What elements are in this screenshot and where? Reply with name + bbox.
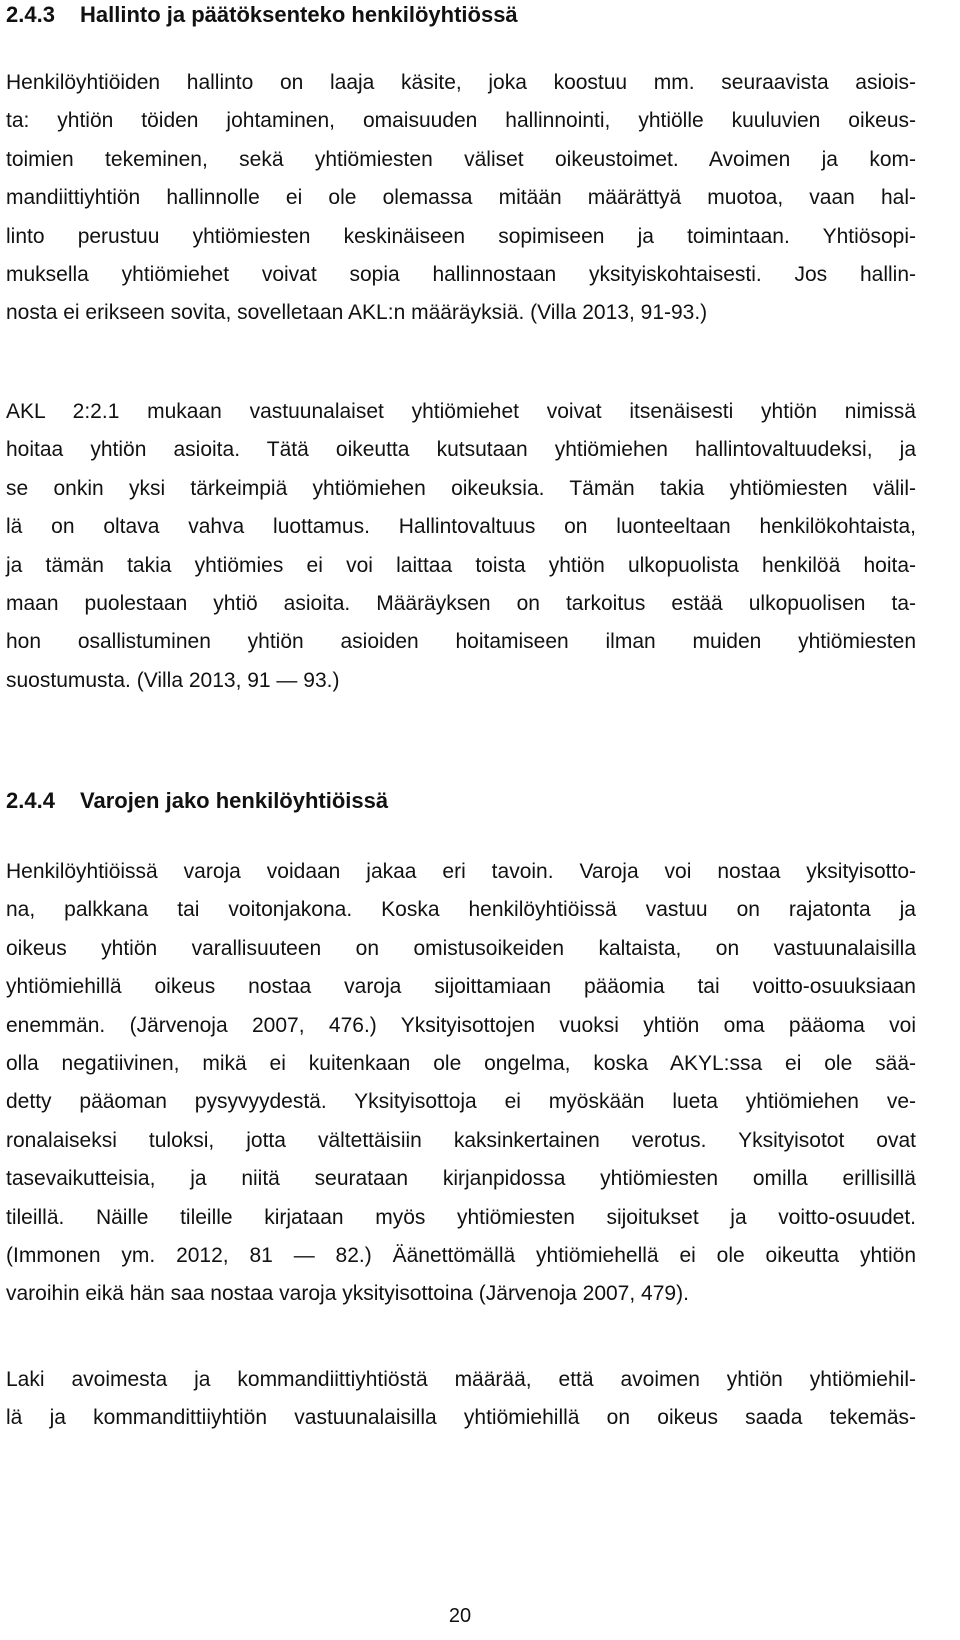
paragraph-akl-hallintovaltuus [6,393,916,700]
text-line: detty pääoman pysyvyydestä. Yksityisottoja ei myöskään lueta yhtiömiehen ve- [6,1090,916,1114]
text-line: enemmän. (Järvenoja 2007, 476.) Yksityisottojen vuoksi yhtiön oma pääoma voi [6,1013,916,1037]
text-line: hoitaa yhtiön asioita. Tätä oikeutta kutsutaan yhtiömiehen hallintovaltuudeksi, ja [6,438,916,462]
paragraph-laki-avoimesta [6,1361,916,1438]
text-line: lä on oltava vahva luottamus. Hallintovaltuus on luonteeltaan henkilökohtaista, [6,515,916,539]
text-line: ta: yhtiön töiden johtaminen, omaisuuden hallinnointi, yhtiölle kuuluvien oikeus- [6,109,916,133]
text-line: nosta ei erikseen sovita, sovelletaan AKL:n määräyksiä. (Villa 2013, 91-93.) [6,301,708,325]
section-title: Varojen jako henkilöyhtiöissä [80,788,389,813]
page-number: 20 [448,1605,472,1627]
paragraph-varojen-jako [6,853,916,1314]
text-line: Laki avoimesta ja kommandiittiyhtiöstä määrää, että avoimen yhtiön yhtiömiehil- [6,1368,916,1391]
section-title: Hallinto ja päätöksenteko henkilöyhtiössä [80,2,518,27]
text-line: tasevaikutteisia, ja niitä seurataan kirjanpidossa yhtiömiesten omilla erillisillä [6,1167,916,1191]
text-line: hon osallistuminen yhtiön asioiden hoitamiseen ilman muiden yhtiömiesten [6,630,916,654]
text-line: oikeus yhtiön varallisuuteen on omistusoikeiden kaltaista, on vastuunalaisilla [6,936,916,960]
text-line: mandiittiyhtiön hallinnolle ei ole olemassa mitään määrättyä muotoa, vaan hal- [6,186,916,210]
text-line: lä ja kommandittiiyhtiön vastuunalaisilla yhtiömiehillä on oikeus saada tekemäs- [6,1406,916,1430]
text-line: suostumusta. (Villa 2013, 91 ― 93.) [6,668,340,692]
text-line: tileillä. Näille tileille kirjataan myös yhtiömiesten sijoitukset ja voitto-osuudet. [6,1205,916,1229]
section-number: 2.4.3 [6,2,55,27]
paragraph-hallinto-intro [6,64,916,333]
text-line: yhtiömiehillä oikeus nostaa varoja sijoittamiaan pääomia tai voitto-osuuksiaan [6,975,916,999]
text-line: ja tämän takia yhtiömies ei voi laittaa toista yhtiön ulkopuolista henkilöä hoita- [6,553,916,577]
text-line: olla negatiivinen, mikä ei kuitenkaan ole ongelma, koska AKYL:ssa ei ole sää- [6,1051,916,1075]
section-heading-2-4-3 [6,0,518,30]
text-line: maan puolestaan yhtiö asioita. Määräyksen on tarkoitus estää ulkopuolisen ta- [6,591,916,615]
section-number: 2.4.4 [6,788,55,813]
text-line: toimien tekeminen, sekä yhtiömiesten väliset oikeustoimet. Avoimen ja kom- [6,147,916,171]
text-line: muksella yhtiömiehet voivat sopia hallinnostaan yksityiskohtaisesti. Jos hallin- [6,262,916,286]
text-line: Henkilöyhtiöiden hallinto on laaja käsite, joka koostuu mm. seuraavista asiois- [6,71,916,94]
text-line: ronalaiseksi tuloksi, jotta vältettäisiin kaksinkertainen verotus. Yksityisotot ovat [6,1128,916,1152]
text-line: varoihin eikä hän saa nostaa varoja yksityisottoina (Järvenoja 2007, 479). [6,1282,689,1306]
text-line: na, palkkana tai voitonjakona. Koska henkilöyhtiöissä vastuu on rajatonta ja [6,898,916,922]
text-line: (Immonen ym. 2012, 81 ― 82.) Äänettömällä yhtiömiehellä ei ole oikeutta yhtiön [6,1243,916,1267]
text-line: Henkilöyhtiöissä varoja voidaan jakaa eri tavoin. Varoja voi nostaa yksityisotto- [6,860,916,883]
section-heading-2-4-4 [6,786,388,816]
text-line: AKL 2:2.1 mukaan vastuunalaiset yhtiömiehet voivat itsenäisesti yhtiön nimissä [6,400,916,423]
text-line: se onkin yksi tärkeimpiä yhtiömiehen oikeuksia. Tämän takia yhtiömiesten välil- [6,476,916,500]
text-line: linto perustuu yhtiömiesten keskinäiseen sopimiseen ja toimintaan. Yhtiösopi- [6,224,916,248]
